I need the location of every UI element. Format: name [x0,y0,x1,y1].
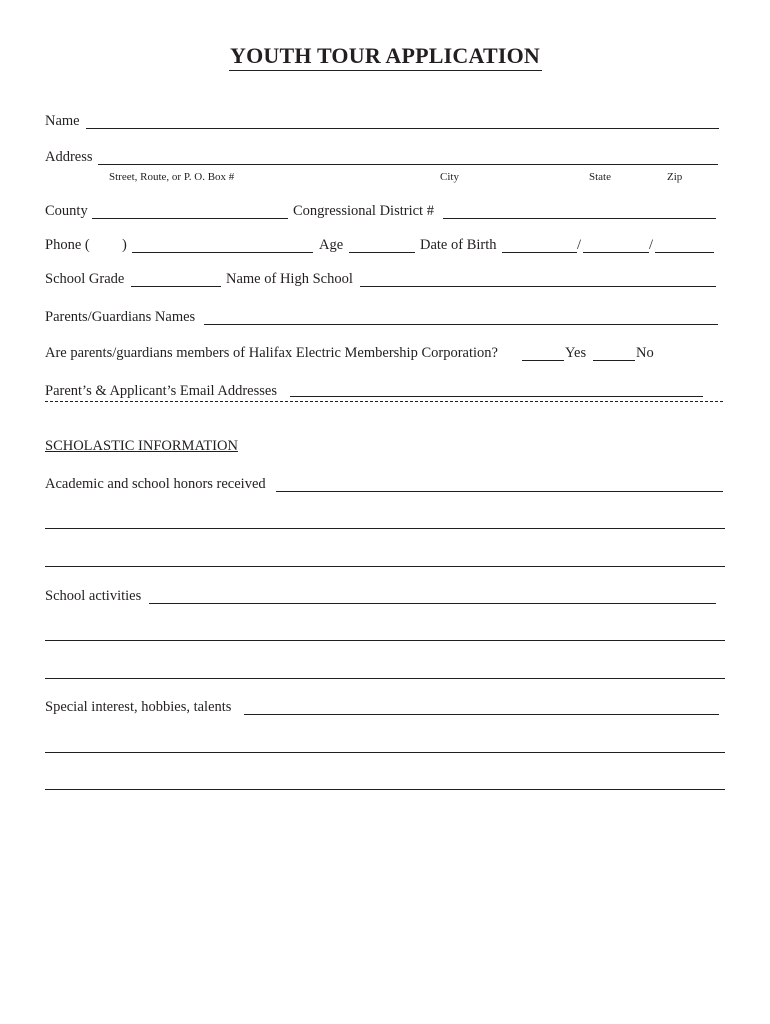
page-title: YOUTH TOUR APPLICATION [229,43,540,68]
school-grade-field[interactable] [131,286,221,287]
high-school-label: Name of High School [226,271,353,287]
address-zip-caption: Zip [667,171,683,183]
school-grade-label: School Grade [45,271,125,287]
honors-field[interactable] [276,491,723,492]
honors-label: Academic and school honors received [45,476,266,492]
interests-line-2[interactable] [45,752,725,753]
congressional-district-label: Congressional District # [293,203,434,219]
membership-question: Are parents/guardians members of Halifax Electric Membership Corporation? [45,345,498,361]
address-state-caption: State [589,171,611,183]
dob-day-field[interactable] [583,252,649,253]
dob-slash-1: / [577,237,582,253]
high-school-field[interactable] [360,286,716,287]
activities-field[interactable] [149,603,716,604]
age-field[interactable] [349,252,415,253]
emails-field[interactable] [290,396,703,397]
county-label: County [45,203,88,219]
membership-yes-label: Yes [565,345,587,361]
interests-field[interactable] [244,714,719,715]
phone-label: Phone ( [45,237,90,253]
dob-year-field[interactable] [655,252,714,253]
dob-slash-2: / [649,237,654,253]
address-label: Address [45,149,93,165]
honors-line-3[interactable] [45,566,725,567]
address-city-caption: City [440,171,459,183]
scholastic-heading: SCHOLASTIC INFORMATION [45,438,238,454]
interests-label: Special interest, hobbies, talents [45,699,232,715]
membership-no-field[interactable] [593,360,635,361]
phone-field[interactable] [132,252,313,253]
dob-label: Date of Birth [420,237,497,253]
honors-line-2[interactable] [45,528,725,529]
membership-yes-field[interactable] [522,360,564,361]
phone-paren-close: ) [122,237,127,253]
dob-month-field[interactable] [502,252,577,253]
name-label: Name [45,113,80,129]
membership-no-label: No [636,345,654,361]
activities-line-3[interactable] [45,678,725,679]
age-label: Age [319,237,344,253]
activities-line-2[interactable] [45,640,725,641]
parents-names-label: Parents/Guardians Names [45,309,196,325]
parents-names-field[interactable] [204,324,718,325]
emails-label: Parent’s & Applicant’s Email Addresses [45,383,277,399]
emails-dashed-line [45,401,723,402]
interests-line-3[interactable] [45,789,725,790]
title-underline [229,70,542,71]
county-field[interactable] [92,218,288,219]
name-field[interactable] [86,128,719,129]
congressional-district-field[interactable] [443,218,716,219]
address-street-caption: Street, Route, or P. O. Box # [109,171,235,183]
activities-label: School activities [45,588,142,604]
address-field[interactable] [98,164,718,165]
